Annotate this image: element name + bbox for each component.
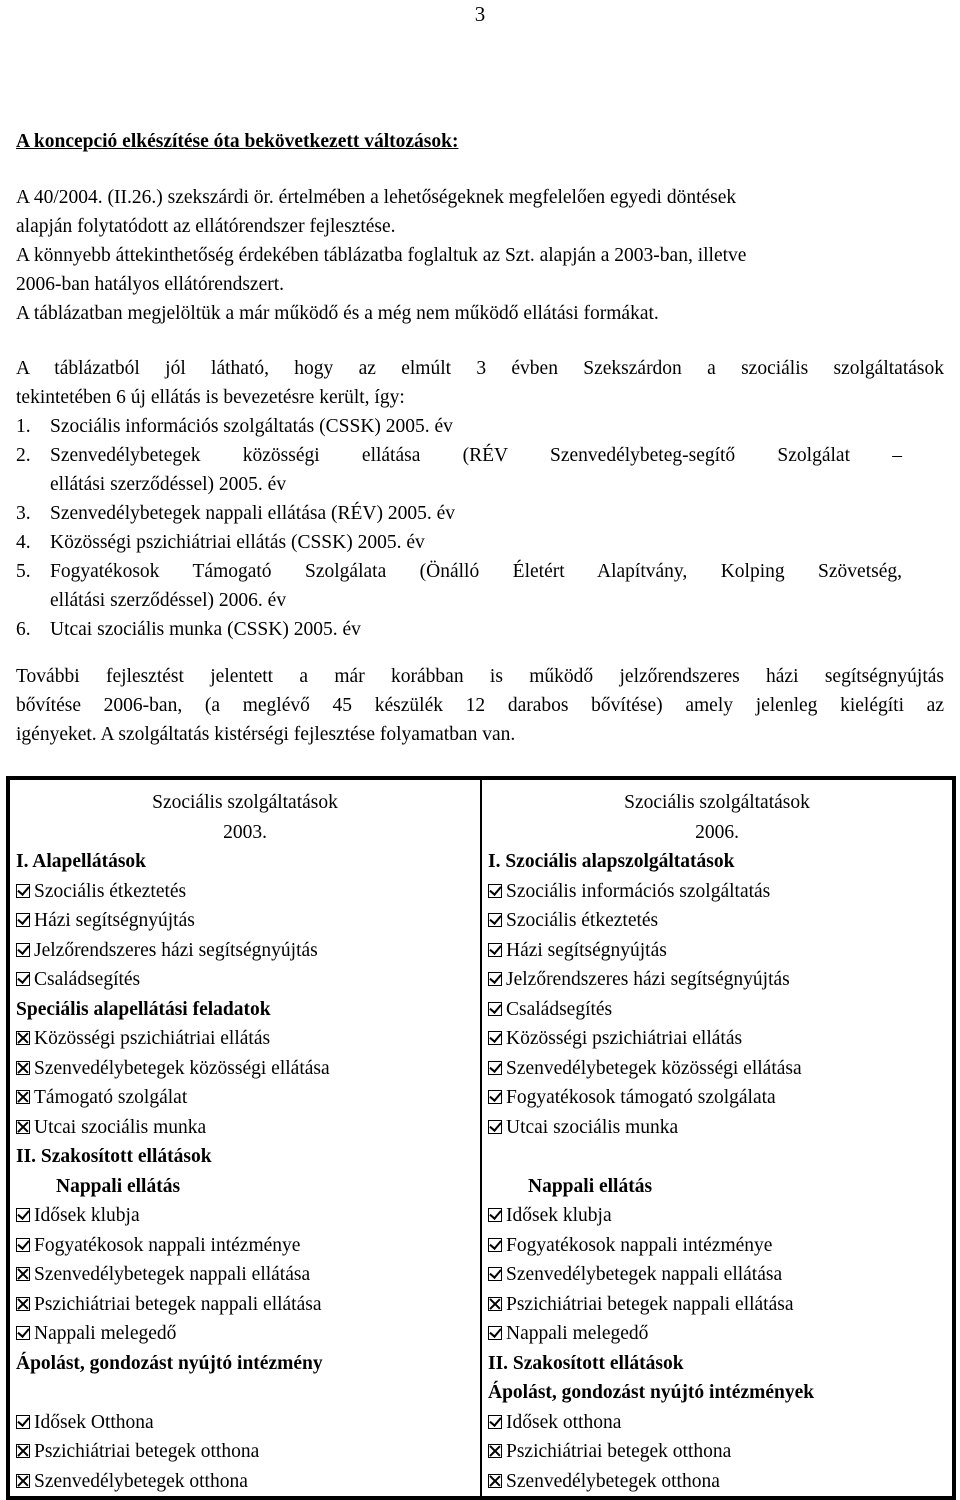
crossed-box-icon [488, 1297, 502, 1311]
service-row [16, 1408, 474, 1438]
intro-line: A táblázatban megjelöltük a már működő és a még nem működő ellátási formákat. [16, 303, 659, 324]
checked-box-icon [16, 1326, 30, 1340]
item-line: Szociális információs szolgáltatás (CSSK) 2005. év [50, 416, 453, 437]
service-row [488, 877, 946, 907]
item-number: 6. [16, 619, 31, 640]
item-line: Fogyatékosok Támogató Szolgálata (Önálló Életért Alapítvány, Kolping Szövetség, [50, 561, 902, 582]
column-2006 [481, 778, 954, 1498]
service-label: II. Szakosított ellátások [488, 1352, 684, 1374]
service-row [488, 1024, 946, 1054]
crossed-box-icon [16, 1474, 30, 1488]
new-service-item [16, 615, 944, 644]
intro-line: A könnyebb áttekinthetőség érdekében táblázatba foglaltuk az Szt. alapján a 2003-ban, illetve [16, 245, 747, 266]
item-number: 5. [16, 561, 31, 582]
service-label: Idősek otthona [506, 1411, 622, 1433]
service-row [16, 1290, 474, 1320]
item-line: Szenvedélybetegek közösségi ellátása (RÉV Szenvedélybeteg-segítő Szolgálat – [50, 445, 902, 466]
new-service-item [16, 441, 944, 499]
checked-box-icon [16, 1238, 30, 1252]
checked-box-icon [488, 1061, 502, 1075]
category-heading [16, 1349, 474, 1379]
service-row [488, 1083, 946, 1113]
service-label: Fogyatékosok nappali intézménye [34, 1234, 301, 1256]
checked-box-icon [488, 1031, 502, 1045]
column-header-2006 [488, 788, 946, 847]
paragraph-line: tekintetében 6 új ellátás is bevezetésre került, így: [16, 387, 405, 408]
intro-line: alapján folytatódott az ellátórendszer fejlesztése. [16, 216, 396, 237]
item-number: 2. [16, 445, 31, 466]
category-heading [16, 847, 474, 877]
service-label: Szenvedélybetegek otthona [34, 1470, 248, 1492]
crossed-box-icon [16, 1267, 30, 1281]
service-label: Közösségi pszichiátriai ellátás [506, 1028, 743, 1049]
service-row [16, 1378, 474, 1408]
service-row [16, 1201, 474, 1231]
service-row [16, 1054, 474, 1084]
service-row [488, 1260, 946, 1290]
checked-box-icon [488, 884, 502, 898]
service-label: Családsegítés [506, 998, 613, 1020]
paragraph-line: A táblázatból jól látható, hogy az elmúlt 3 évben Szekszárdon a szociális szolgáltatások [16, 358, 944, 379]
service-label: Házi segítségnyújtás [506, 939, 667, 961]
category-heading [488, 1378, 946, 1408]
checked-box-icon [488, 1090, 502, 1104]
service-label: Közösségi pszichiátriai ellátás [34, 1028, 271, 1049]
item-text [50, 615, 902, 644]
paragraph-line: bővítése 2006-ban, (a meglévő 45 készülék 12 darabos bővítése) amely jelenleg kielégíti az [16, 695, 944, 716]
service-row [488, 1437, 946, 1467]
checked-box-icon [488, 1326, 502, 1340]
checked-box-icon [488, 1002, 502, 1016]
service-label: Szenvedélybetegek közösségi ellátása [506, 1057, 802, 1079]
service-row [488, 1054, 946, 1084]
service-label: I. Szociális alapszolgáltatások [488, 851, 735, 872]
crossed-box-icon [488, 1444, 502, 1458]
header-line: Szociális szolgáltatások [624, 792, 810, 813]
service-label: Jelzőrendszeres házi segítségnyújtás [506, 969, 790, 990]
service-row [16, 1467, 474, 1497]
service-label: Szenvedélybetegek nappali ellátása [34, 1264, 311, 1285]
item-text [50, 441, 902, 499]
service-label: Pszichiátriai betegek otthona [506, 1441, 732, 1462]
intro-line: A 40/2004. (II.26.) szekszárdi ör. értelmében a lehetőségeknek megfelelően egyedi döntések [16, 187, 737, 208]
crossed-box-icon [16, 1297, 30, 1311]
new-service-item [16, 412, 944, 441]
item-number: 1. [16, 416, 31, 437]
checked-box-icon [16, 1415, 30, 1429]
checked-box-icon [488, 1208, 502, 1222]
crossed-box-icon [16, 1031, 30, 1045]
service-label: Nappali ellátás [528, 1175, 653, 1197]
service-label: II. Szakosított ellátások [16, 1146, 212, 1167]
service-row [488, 936, 946, 966]
service-label: Pszichiátriai betegek nappali ellátása [506, 1293, 794, 1315]
service-row [16, 1231, 474, 1261]
crossed-box-icon [488, 1474, 502, 1488]
rows-2003 [16, 847, 474, 1496]
service-label: Nappali melegedő [506, 1323, 649, 1344]
service-row [16, 1319, 474, 1349]
subcategory-heading [16, 1172, 474, 1202]
paragraph-line: További fejlesztést jelentett a már korábban is működő jelzőrendszeres házi segítségnyújtás [16, 666, 944, 687]
new-services-list [16, 412, 944, 644]
service-row [16, 1437, 474, 1467]
service-row [16, 877, 474, 907]
checked-box-icon [488, 1267, 502, 1281]
item-line: ellátási szerződéssel) 2005. év [50, 474, 287, 495]
checked-box-icon [488, 1238, 502, 1252]
item-line: Utcai szociális munka (CSSK) 2005. év [50, 619, 361, 640]
service-row [16, 906, 474, 936]
item-line: ellátási szerződéssel) 2006. év [50, 590, 287, 611]
service-label: Szociális étkeztetés [34, 880, 187, 902]
checked-box-icon [16, 943, 30, 957]
service-row [488, 1142, 946, 1172]
category-heading [488, 847, 946, 877]
crossed-box-icon [16, 1120, 30, 1134]
column-2003 [8, 778, 481, 1498]
service-label: Utcai szociális munka [34, 1116, 207, 1138]
service-label: Fogyatékosok nappali intézménye [506, 1234, 773, 1256]
service-label: Ápolást, gondozást nyújtó intézmény [16, 1352, 323, 1374]
category-heading [16, 995, 474, 1025]
item-text [50, 412, 902, 441]
service-row [16, 1024, 474, 1054]
checked-box-icon [488, 913, 502, 927]
rows-2006 [488, 847, 946, 1496]
service-row [16, 1083, 474, 1113]
checked-box-icon [488, 1120, 502, 1134]
item-line: Közösségi pszichiátriai ellátás (CSSK) 2005. év [50, 532, 425, 553]
category-heading [488, 1349, 946, 1379]
item-text [50, 528, 902, 557]
service-row [16, 1260, 474, 1290]
development-paragraph [16, 662, 944, 749]
service-label: I. Alapellátások [16, 851, 147, 872]
new-service-item [16, 528, 944, 557]
service-label: Idősek klubja [506, 1205, 612, 1226]
service-label: Szociális étkeztetés [506, 910, 659, 931]
service-row [488, 1113, 946, 1143]
service-label: Utcai szociális munka [506, 1116, 679, 1138]
subcategory-heading [488, 1172, 946, 1202]
service-row [488, 1290, 946, 1320]
service-row [488, 965, 946, 995]
service-row [488, 1319, 946, 1349]
crossed-box-icon [16, 1090, 30, 1104]
service-label: Ápolást, gondozást nyújtó intézmények [488, 1382, 815, 1403]
category-heading [16, 1142, 474, 1172]
column-header-2003 [16, 788, 474, 847]
header-line: Szociális szolgáltatások [152, 792, 338, 813]
crossed-box-icon [16, 1061, 30, 1075]
new-service-item [16, 557, 944, 615]
checked-box-icon [16, 884, 30, 898]
intro-paragraph [16, 183, 944, 328]
service-row [488, 906, 946, 936]
header-year: 2003. [223, 821, 267, 843]
service-label: Speciális alapellátási feladatok [16, 998, 271, 1020]
service-label: Szenvedélybetegek otthona [506, 1470, 720, 1492]
service-label: Idősek Otthona [34, 1411, 154, 1433]
service-label: Pszichiátriai betegek nappali ellátása [34, 1293, 322, 1315]
new-services-paragraph [16, 354, 944, 644]
section-title: A koncepció elkészítése óta bekövetkezett változások: [16, 131, 459, 152]
checked-box-icon [488, 972, 502, 986]
checked-box-icon [16, 913, 30, 927]
service-row [488, 1231, 946, 1261]
service-label: Családsegítés [34, 969, 141, 990]
page-number: 3 [474, 2, 486, 26]
service-label: Fogyatékosok támogató szolgálata [506, 1087, 776, 1108]
service-row [16, 965, 474, 995]
service-label: Szenvedélybetegek nappali ellátása [506, 1264, 783, 1285]
item-number: 3. [16, 503, 31, 524]
service-label: Szenvedélybetegek közösségi ellátása [34, 1057, 330, 1079]
service-label: Nappali ellátás [56, 1175, 181, 1197]
service-label: Pszichiátriai betegek otthona [34, 1441, 260, 1462]
service-label: Szociális információs szolgáltatás [506, 880, 771, 902]
service-label: Jelzőrendszeres házi segítségnyújtás [34, 939, 318, 961]
service-label: Nappali melegedő [34, 1323, 177, 1344]
service-row [16, 1113, 474, 1143]
item-text [50, 557, 902, 615]
item-line: Szenvedélybetegek nappali ellátása (RÉV) 2005. év [50, 503, 456, 524]
service-row [488, 995, 946, 1025]
services-comparison-table [6, 776, 956, 1500]
paragraph-line: igényeket. A szolgáltatás kistérségi fejlesztése folyamatban van. [16, 724, 516, 745]
item-number: 4. [16, 532, 31, 553]
service-label: Házi segítségnyújtás [34, 910, 195, 931]
item-text [50, 499, 902, 528]
header-year: 2006. [695, 821, 739, 843]
checked-box-icon [488, 943, 502, 957]
checked-box-icon [488, 1415, 502, 1429]
intro-line: 2006-ban hatályos ellátórendszert. [16, 274, 285, 295]
service-row [488, 1467, 946, 1497]
service-row [488, 1408, 946, 1438]
checked-box-icon [16, 972, 30, 986]
crossed-box-icon [16, 1444, 30, 1458]
service-label: Idősek klubja [34, 1205, 140, 1226]
service-row [488, 1201, 946, 1231]
new-service-item [16, 499, 944, 528]
checked-box-icon [16, 1208, 30, 1222]
service-row [16, 936, 474, 966]
service-label: Támogató szolgálat [34, 1087, 188, 1108]
